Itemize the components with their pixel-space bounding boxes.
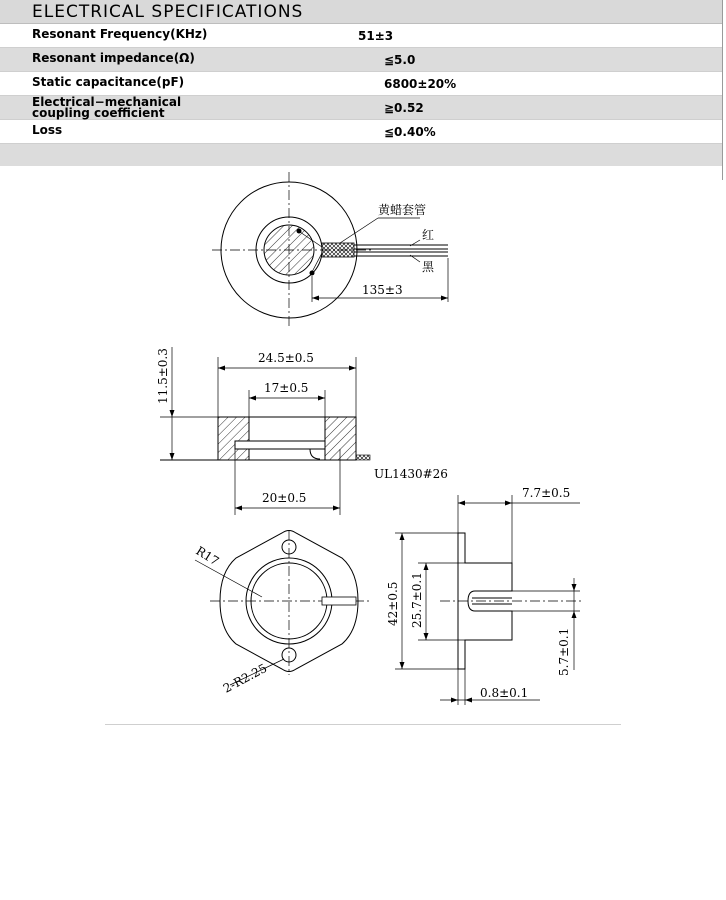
overall-height-dimension: 42±0.5 xyxy=(386,581,400,626)
spec-value: 6800±20% xyxy=(384,77,457,91)
spec-value: ≦0.40% xyxy=(384,125,436,139)
spec-label-line: coupling coefficient xyxy=(32,106,165,120)
spec-value: ≦5.0 xyxy=(384,53,416,67)
bottom-view xyxy=(193,530,370,696)
height-dimension: 11.5±0.3 xyxy=(156,348,170,404)
spec-value: 51±3 xyxy=(358,29,394,43)
inner-height-dimension: 25.7±0.1 xyxy=(410,572,424,628)
spec-value: ≧0.52 xyxy=(384,101,424,115)
outer-width-dimension: 24.5±0.5 xyxy=(258,351,314,365)
red-wire-label: 红 xyxy=(422,228,435,242)
black-wire-label: 黑 xyxy=(422,260,435,274)
bottom-divider xyxy=(105,724,621,725)
spec-label: Resonant Frequency(KHz) xyxy=(32,27,208,41)
inner-width-dimension: 17±0.5 xyxy=(264,381,309,395)
specifications-title: ELECTRICAL SPECIFICATIONS xyxy=(32,2,304,22)
radius-label: R17 xyxy=(193,543,222,569)
sleeve-label: 黄蜡套管 xyxy=(378,203,427,217)
top-view xyxy=(212,172,448,328)
hole-label: 2-R2.25 xyxy=(220,661,270,696)
spec-label: Loss xyxy=(32,123,63,137)
slot-dimension: 5.7±0.1 xyxy=(557,627,571,676)
side-view xyxy=(156,347,448,515)
flange-dimension: 0.8±0.1 xyxy=(480,686,529,700)
wire-spec-label: UL1430#26 xyxy=(374,467,448,481)
section-view xyxy=(386,486,582,705)
spec-label: Resonant impedance(Ω) xyxy=(32,51,195,65)
depth-dimension: 7.7±0.5 xyxy=(522,486,571,500)
spec-label: Static capacitance(pF) xyxy=(32,75,185,89)
lead-length-dimension: 135±3 xyxy=(362,283,403,297)
bottom-width-dimension: 20±0.5 xyxy=(262,491,307,505)
spec-label-line: Electrical−mechanical xyxy=(32,95,182,109)
